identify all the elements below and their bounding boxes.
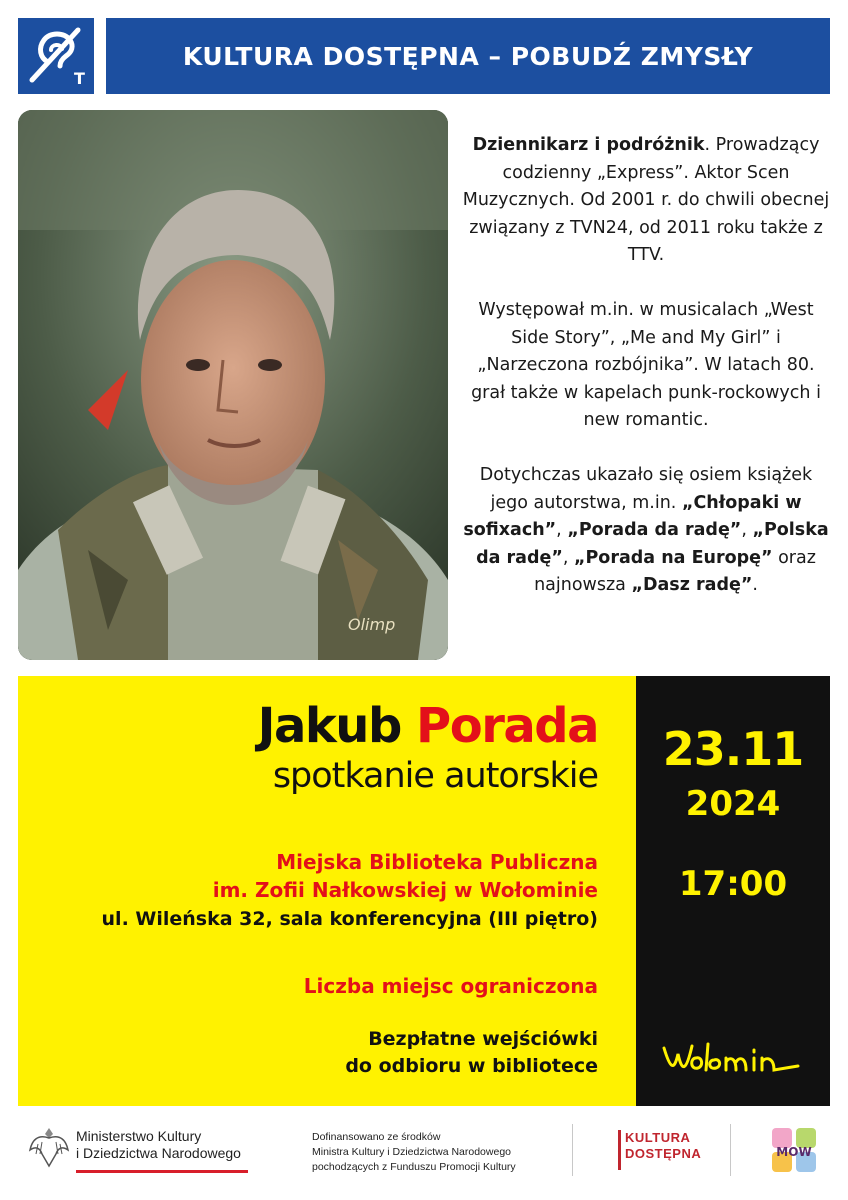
author-name: Jakub Porada <box>257 698 598 754</box>
ministry-underline <box>76 1170 248 1173</box>
ministry-name: Ministerstwo Kultury i Dziedzictwa Narodowego <box>76 1128 241 1161</box>
polish-eagle-icon <box>28 1124 70 1170</box>
event-time: 17:00 <box>678 864 788 904</box>
venue-name: Miejska Biblioteka Publiczna im. Zofii Nałkowskiej w Wołominie <box>212 850 598 902</box>
portrait-photo <box>18 110 448 660</box>
event-year: 2024 <box>685 784 781 824</box>
bio-text <box>462 132 830 627</box>
wolomin-signature-logo <box>656 1032 806 1082</box>
svg-text:MOW: MOW <box>776 1145 812 1159</box>
event-panel <box>18 676 638 1106</box>
mow-logo <box>770 1126 818 1174</box>
svg-text:T: T <box>74 69 85 88</box>
date-panel <box>636 676 830 1106</box>
footer <box>0 1118 848 1200</box>
svg-text:Olimp: Olimp <box>348 615 396 634</box>
event-day: 23.11 <box>662 722 804 776</box>
funding-notice: Dofinansowano ze środków Ministra Kultury i Dziedzictwa Narodowego pochodzących z Funduszu Promocji Kultury <box>312 1131 516 1173</box>
event-subtitle: spotkanie autorskie <box>272 756 598 796</box>
bio-paragraph-1: Dziennikarz i podróżnik. Prowadzący codzienny „Express”. Aktor Scen Muzycznych. Od 2001 r. do chwili obecnej związany z TVN24, od 2011 roku także z TTV. <box>462 135 830 265</box>
limited-seats-notice: Liczba miejsc ograniczona <box>303 974 598 998</box>
tickets-info: Bezpłatne wejściówki do odbioru w bibliotece <box>345 1028 598 1077</box>
footer-divider <box>572 1124 573 1176</box>
footer-divider <box>730 1124 731 1176</box>
bio-paragraph-2: Występował m.in. w musicalach „West Side Story”, „Me and My Girl” i „Narzeczona rozbójnika”. W latach 80. grał także w kapelach punk-rockowych i new romantic. <box>471 300 821 430</box>
kultura-dostepna-logo: KULTURA DOSTĘPNA <box>618 1130 690 1170</box>
bio-paragraph-3: Dotychczas ukazało się osiem książek jego autorstwa, m.in. „Chłopaki w sofixach”, „Porada da radę”, „Polska da radę”, „Porada na Europę” oraz najnowsza „Dasz radę”. <box>463 465 829 595</box>
hearing-loop-icon <box>18 18 94 94</box>
top-bar <box>18 18 830 94</box>
venue-address: ul. Wileńska 32, sala konferencyjna (III piętro) <box>101 908 598 930</box>
banner-title: KULTURA DOSTĘPNA – POBUDŹ ZMYSŁY <box>106 18 830 94</box>
